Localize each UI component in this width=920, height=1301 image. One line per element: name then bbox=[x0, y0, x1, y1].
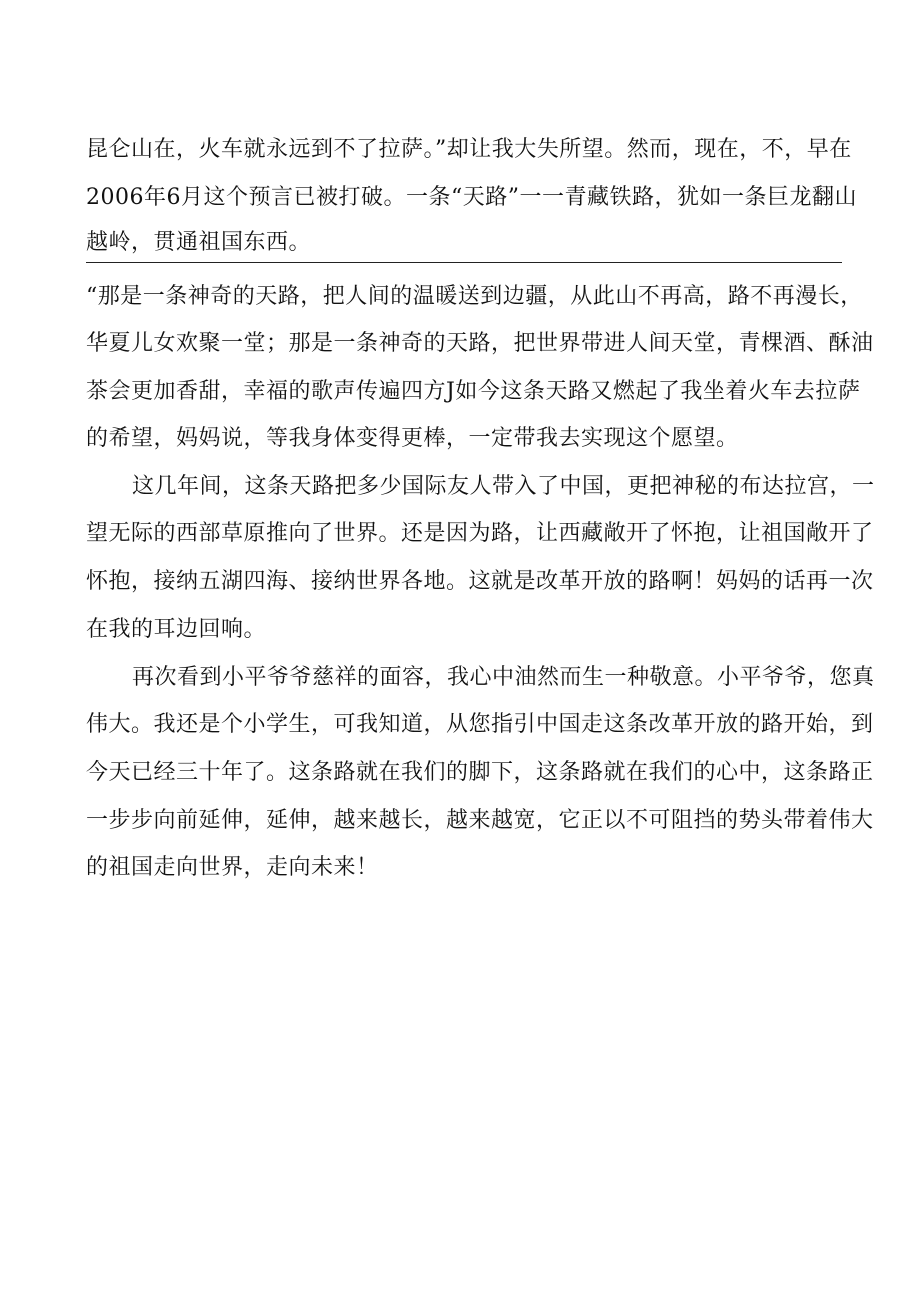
paragraph-4-line-4: 一步步向前延伸，延伸，越来越长，越来越宽，它正以不可阻挡的势头带着伟大 bbox=[86, 808, 874, 833]
paragraph-4-line-1: 再次看到小平爷爷慈祥的面容，我心中油然而生一种敬意。小平爷爷，您真 bbox=[132, 665, 875, 690]
paragraph-1-line-2: 2006年6月这个预言已被打破。一条“天路”一一青藏铁路，犹如一条巨龙翻山 bbox=[86, 185, 857, 210]
paragraph-4-line-2: 伟大。我还是个小学生，可我知道，从您指引中国走这条改革开放的路开始，到 bbox=[86, 712, 874, 737]
paragraph-3-line-2: 望无际的西部草原推向了世界。还是因为路，让西藏敞开了怀抱，让祖国敞开了 bbox=[86, 521, 874, 546]
paragraph-2-line-3: 茶会更加香甜，幸福的歌声传遍四方J如今这条天路又燃起了我坐着火车去拉萨 bbox=[86, 379, 861, 404]
paragraph-2-line-4: 的希望，妈妈说，等我身体变得更棒，一定带我去实现这个愿望。 bbox=[86, 426, 739, 451]
paragraph-2-line-2: 华夏儿女欢聚一堂；那是一条神奇的天路，把世界带进人间天堂，青棵酒、酥油 bbox=[86, 331, 874, 356]
horizontal-divider bbox=[86, 262, 842, 263]
paragraph-1-line-3: 越岭，贯通祖国东西。 bbox=[86, 230, 312, 255]
paragraph-3-line-4: 在我的耳边回响。 bbox=[86, 617, 267, 642]
paragraph-3-line-1: 这几年间，这条天路把多少国际友人带入了中国，更把神秘的布达拉宫，一 bbox=[132, 474, 875, 499]
paragraph-4-line-5: 的祖国走向世界，走向未来！ bbox=[86, 855, 379, 880]
paragraph-2-line-1: “那是一条神奇的天路，把人间的温暖送到边疆，从此山不再高，路不再漫长， bbox=[86, 284, 863, 309]
paragraph-1-line-1: 昆仑山在，火车就永远到不了拉萨。”却让我大失所望。然而，现在，不，早在 bbox=[86, 137, 852, 162]
paragraph-4-line-3: 今天已经三十年了。这条路就在我们的脚下，这条路就在我们的心中，这条路正 bbox=[86, 760, 874, 785]
paragraph-3-line-3: 怀抱，接纳五湖四海、接纳世界各地。这就是改革开放的路啊！妈妈的话再一次 bbox=[86, 569, 874, 594]
